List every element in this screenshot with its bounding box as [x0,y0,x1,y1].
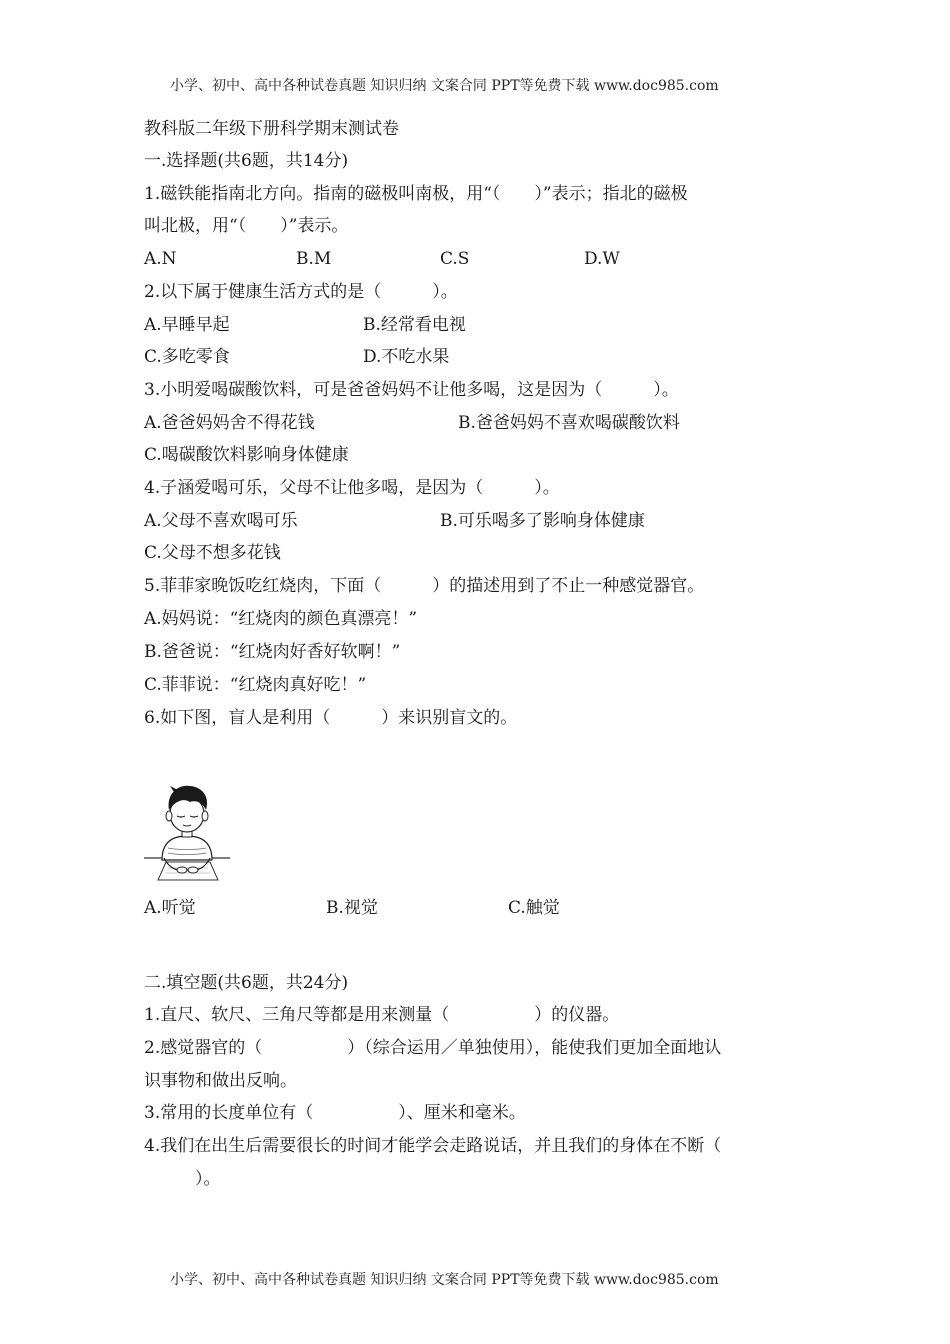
q3-option-b: B.爸爸妈妈不喜欢喝碳酸饮料 [458,413,680,433]
q5-stem: 5.菲菲家晚饭吃红烧肉，下面（ ）的描述用到了不止一种感觉器官。 [144,576,705,596]
braille-reader-illustration [144,778,230,884]
q6-option-a: A.听觉 [144,898,196,918]
fill-q3: 3.常用的长度单位有（ ）、厘米和毫米。 [144,1103,526,1123]
q1-stem-line2: 叫北极，用“（ ）”表示。 [144,216,349,236]
q2-option-d: D.不吃水果 [363,347,450,367]
q1-option-d: D.W [584,249,620,269]
exam-title: 教科版二年级下册科学期末测试卷 [144,119,399,139]
q4-stem: 4.子涵爱喝可乐，父母不让他多喝，是因为（ ）。 [144,478,560,498]
q3-option-c: C.喝碳酸饮料影响身体健康 [144,445,349,465]
q3-stem: 3.小明爱喝碳酸饮料，可是爸爸妈妈不让他多喝，这是因为（ ）。 [144,380,679,400]
q1-option-c: C.S [440,249,470,269]
fill-q4-line1: 4.我们在出生后需要很长的时间才能学会走路说话，并且我们的身体在不断（ [144,1136,722,1156]
q5-option-a: A.妈妈说：“红烧肉的颜色真漂亮！” [144,609,418,629]
page-footer: 小学、初中、高中各种试卷真题 知识归纳 文案合同 PPT等免费下载 www.doc985.com [170,1272,719,1288]
q1-stem-line1: 1.磁铁能指南北方向。指南的磁极叫南极，用“（ ）”表示；指北的磁极 [144,184,688,204]
q6-option-c: C.触觉 [508,898,560,918]
page-header: 小学、初中、高中各种试卷真题 知识归纳 文案合同 PPT等免费下载 www.doc985.com [170,78,719,94]
q4-option-c: C.父母不想多花钱 [144,543,281,563]
fill-q2-line2: 识事物和做出反响。 [144,1071,297,1091]
section1-heading: 一.选择题(共6题，共14分) [144,151,349,171]
q5-option-c: C.菲菲说：“红烧肉真好吃！” [144,675,367,695]
fill-q1: 1.直尺、软尺、三角尺等都是用来测量（ ）的仪器。 [144,1005,620,1025]
section2-heading: 二.填空题(共6题，共24分) [144,973,349,993]
q5-option-b: B.爸爸说：“红烧肉好香好软啊！” [144,642,401,662]
fill-q2-line1: 2.感觉器官的（ ）（综合运用／单独使用），能使我们更加全面地认 [144,1038,722,1058]
q2-option-a: A.早睡早起 [144,315,230,335]
q1-option-b: B.M [296,249,332,269]
q4-option-a: A.父母不喜欢喝可乐 [144,511,298,531]
fill-q4-line2: ）。 [144,1169,221,1189]
q1-option-a: A.N [144,249,177,269]
q3-option-a: A.爸爸妈妈舍不得花钱 [144,413,315,433]
q2-option-c: C.多吃零食 [144,347,230,367]
q6-stem: 6.如下图，盲人是利用（ ）来识别盲文的。 [144,708,518,728]
q2-stem: 2.以下属于健康生活方式的是（ ）。 [144,282,458,302]
q4-option-b: B.可乐喝多了影响身体健康 [440,511,645,531]
q2-option-b: B.经常看电视 [363,315,466,335]
q6-option-b: B.视觉 [326,898,378,918]
